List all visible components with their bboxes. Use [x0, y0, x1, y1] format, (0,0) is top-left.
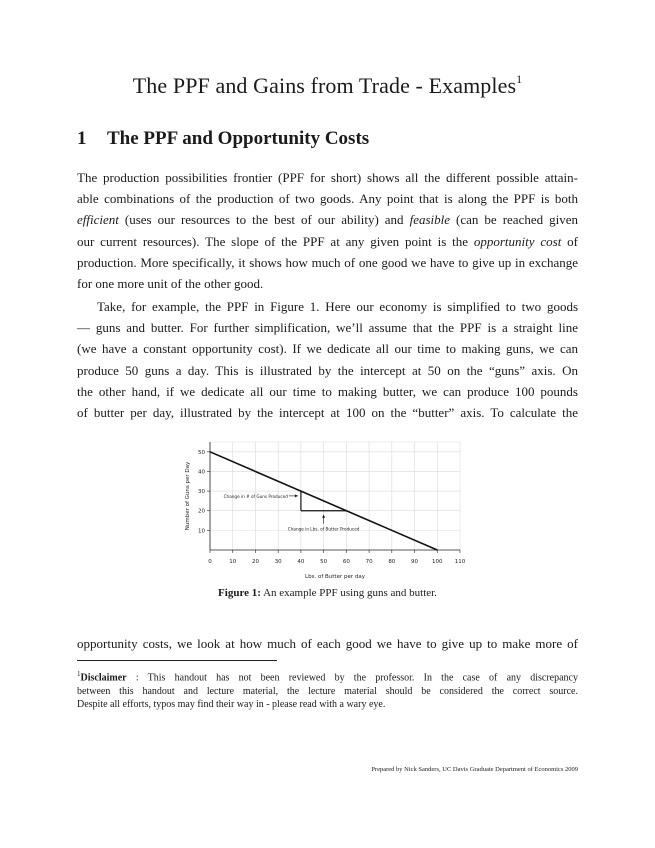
footnote-line: $^1$Disclaimer : This handout has not been reviewed by the professor. In the case of any discrepancy	[77, 670, 578, 684]
paragraph-line: (we have a constant opportunity cost). If we dedicate all our time to making guns, we can	[77, 341, 578, 357]
caption-label: Figure 1:	[218, 587, 261, 599]
y-tick-label: 10	[198, 528, 205, 535]
x-tick-label: 90	[411, 559, 419, 565]
y-axis-label: Number of Guns per Day	[185, 461, 191, 531]
y-tick-label: 40	[198, 469, 205, 476]
guns-change-label: Change in # of Guns Produced	[223, 493, 288, 499]
x-tick-label: 70	[365, 559, 373, 565]
paragraph-2	[77, 296, 578, 423]
guns-change-arrowhead	[295, 494, 298, 497]
section-title: The PPF and Opportunity Costs	[107, 128, 370, 149]
paragraph-line: production. More specifically, it shows how much of one good we have to give up in exchange	[77, 254, 578, 270]
footnote-mark: 1	[77, 670, 81, 678]
x-tick-label: 80	[388, 559, 396, 565]
x-tick-label: 0	[208, 559, 212, 565]
caption-text: An example PPF using guns and butter.	[263, 587, 437, 599]
x-tick-label: 20	[251, 559, 259, 565]
prepared-by: Prepared by Nick Sanders, UC Davis Graduate Department of Economics 2009	[371, 766, 578, 773]
paragraph-line: produce 50 guns a day. This is illustrated by the intercept at 50 on the “guns” axis. On	[77, 362, 578, 378]
footnote-label: Disclaimer	[80, 672, 127, 684]
y-tick-label: 50	[198, 449, 205, 456]
section-heading	[77, 128, 369, 150]
paragraph-line: our current resources). The slope of the PPF at any given point is the opportunity cost of	[77, 233, 578, 249]
x-tick-label: 40	[297, 559, 305, 565]
paragraph-line: the other hand, if we dedicate all our time to making butter, we can produce 100 pounds	[77, 383, 578, 399]
paragraph-3	[77, 633, 578, 654]
footnote-line: Despite all efforts, typos may find their way in - please read with a wary eye.	[77, 699, 386, 711]
section-number: 1	[77, 128, 87, 149]
butter-change-arrowhead	[322, 515, 325, 518]
paragraph-1	[77, 167, 578, 294]
x-tick-label: 30	[274, 559, 282, 565]
footnote-rule	[77, 660, 277, 661]
ppf-chart	[180, 437, 480, 582]
paragraph-line: opportunity costs, we look at how much of each good we have to give up to make more of	[77, 636, 578, 651]
paragraph-line: of butter per day, illustrated by the intercept at 100 on the “butter” axis. To calculate the	[77, 405, 578, 421]
paragraph-line: for one more unit of the other good.	[77, 276, 264, 292]
butter-change-label: Change in Lbs. of Butter Produced	[287, 526, 360, 532]
x-tick-label: 10	[229, 559, 237, 565]
footnote-line: between this handout and lecture material, the lecture material should be considered the correct source.	[77, 685, 578, 697]
paragraph-line: — guns and butter. For further simplification, we’ll assume that the PPF is a straight line	[77, 320, 578, 336]
y-tick-label: 20	[198, 508, 205, 515]
x-axis-label: Lbs. of Butter per day	[305, 574, 365, 580]
paragraph-line: efficient (uses our resources to the best of our ability) and feasible (can be reached given	[77, 212, 579, 228]
paragraph-line: able combinations of the production of two goods. Any point that is along the PPF is both	[77, 191, 578, 207]
x-tick-label: 50	[320, 559, 328, 565]
paragraph-line: The production possibilities frontier (PPF for short) shows all the different possible attain-	[77, 170, 578, 185]
figure-caption	[0, 587, 655, 599]
title-footnote-mark: 1	[516, 72, 523, 86]
y-tick-label: 30	[198, 489, 205, 496]
x-tick-label: 110	[454, 559, 466, 565]
paragraph-line: Take, for example, the PPF in Figure 1. Here our economy is simplified to two goods	[97, 299, 578, 314]
x-tick-label: 60	[342, 559, 350, 565]
document-title: The PPF and Gains from Trade - Examples$^1$	[132, 72, 523, 98]
x-tick-label: 100	[432, 559, 443, 565]
footnote	[77, 668, 578, 712]
